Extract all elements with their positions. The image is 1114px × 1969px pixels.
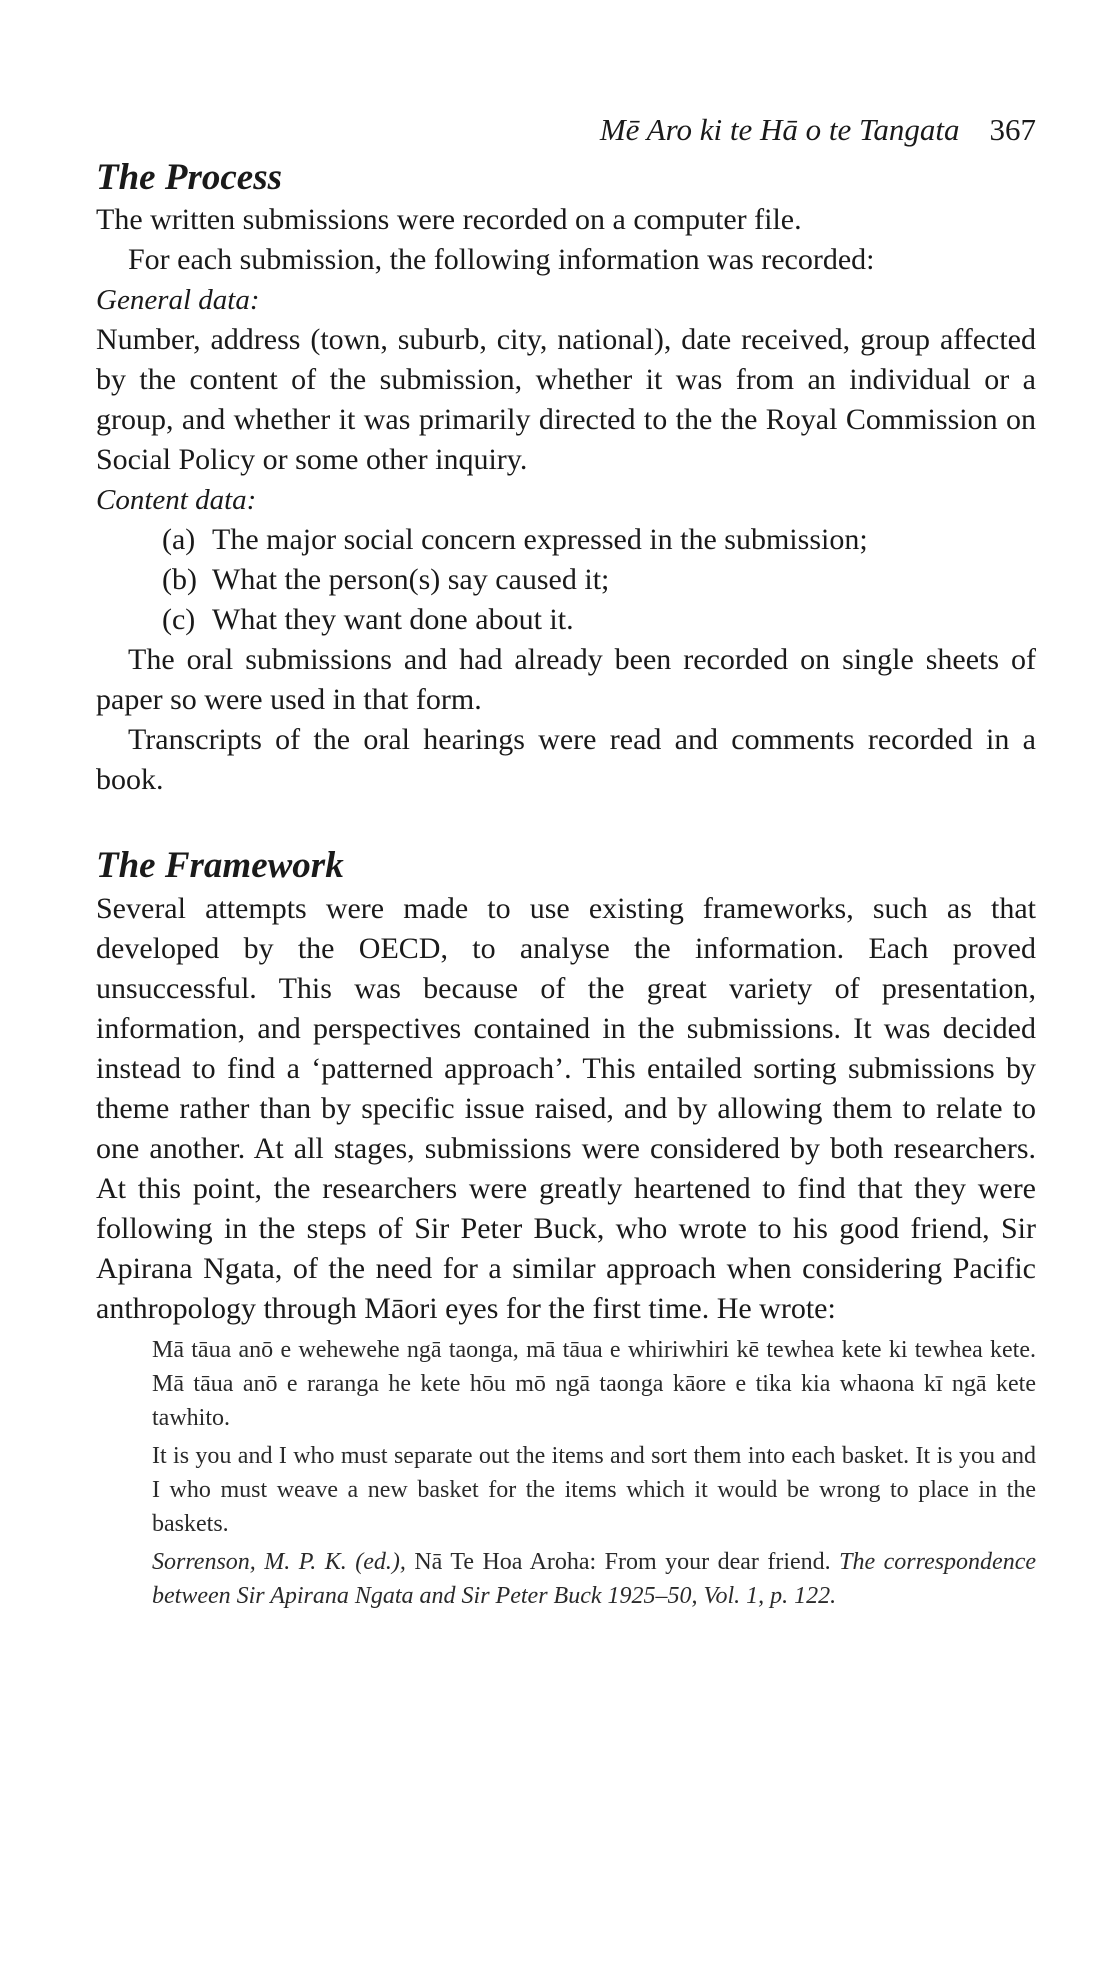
- citation-rest: The correspondence between Sir Apirana Ngata and Sir Peter Buck 1925–50, Vol. 1, p. 122.: [152, 1548, 1037, 1609]
- citation: [152, 1545, 1036, 1613]
- running-title: Mē Aro ki te Hā o te Tangata: [599, 112, 960, 147]
- page-number: 367: [989, 112, 1036, 147]
- block-quote: [152, 1333, 1036, 1613]
- citation-author: Sorrenson, M. P. K. (ed.),: [152, 1548, 406, 1575]
- paragraph: The written submissions were recorded on a computer file.: [96, 203, 802, 237]
- paragraph: Transcripts of the oral hearings were read and comments recorded in a book.: [96, 723, 1036, 797]
- quote-english: It is you and I who must separate out the items and sort them into each basket. It is you and I who must weave a new basket for the items which it would be wrong to place in the baskets.: [152, 1442, 1036, 1537]
- page: [96, 112, 1036, 1617]
- list-item: (b) What the person(s) say caused it;: [162, 563, 610, 597]
- list-item: (a) The major social concern expressed in the submission;: [162, 523, 868, 557]
- subheading-general-data: General data:: [96, 284, 260, 317]
- citation-title: Nā Te Hoa Aroha: From your dear friend.: [414, 1548, 831, 1575]
- paragraph: Number, address (town, suburb, city, national), date received, group affected by the content of the submission, whether it was from an individual or a group, and whether it was primarily directed to the the Royal Commission on Social Policy or some other inquiry.: [96, 323, 1036, 477]
- paragraph: Several attempts were made to use existing frameworks, such as that developed by the OECD, to analyse the information. Each proved unsuccessful. This was because of the great variety of presentation, information, and perspectives contained in the submissions. It was decided instead to find a ‘patterned approach’. This entailed sorting submissions by theme rather than by specific issue raised, and by allowing them to relate to one another. At all stages, submissions were considered by both researchers. At this point, the researchers were greatly heartened to find that they were following in the steps of Sir Peter Buck, who wrote to his good friend, Sir Apirana Ngata, of the need for a similar approach when considering Pacific anthropology through Māori eyes for the first time. He wrote:: [96, 891, 1036, 1325]
- quote-maori: Mā tāua anō e wehewehe ngā taonga, mā tāua e whiriwhiri kē tewhea kete ki tewhea kete. Mā tāua anō e raranga he kete hōu mō ngā taonga kāore e tika kia whaona kī ngā kete tawhito.: [152, 1336, 1036, 1431]
- subheading-content-data: Content data:: [96, 484, 257, 517]
- section-heading-framework: The Framework: [96, 845, 344, 887]
- content-data-list: [96, 520, 1036, 640]
- section-heading-process: The Process: [96, 157, 282, 198]
- paragraph: The oral submissions and had already been recorded on single sheets of paper so were used in that form.: [96, 643, 1036, 717]
- paragraph: For each submission, the following information was recorded:: [128, 243, 875, 277]
- running-header: [96, 112, 1036, 156]
- list-item: (c) What they want done about it.: [162, 603, 574, 637]
